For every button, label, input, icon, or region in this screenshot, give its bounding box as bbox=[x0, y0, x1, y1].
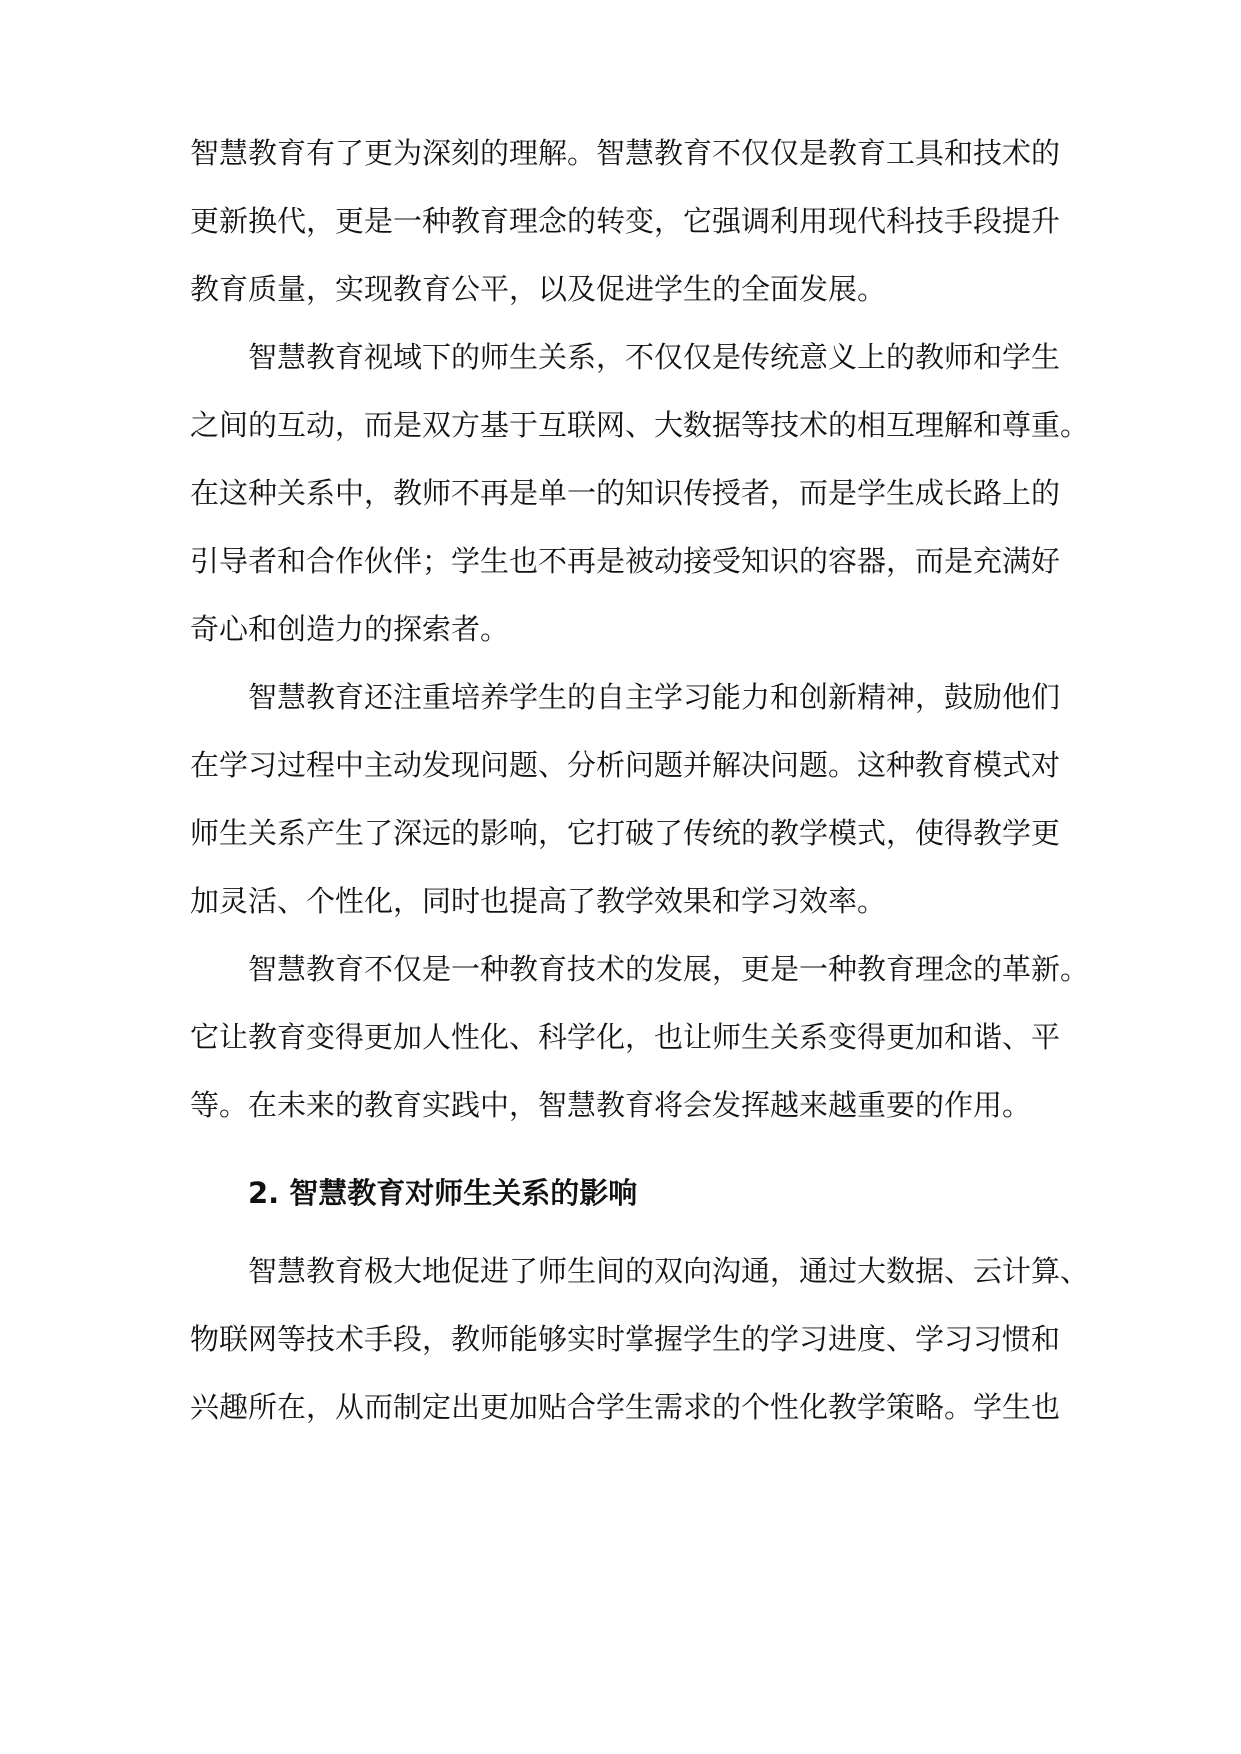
text-line: 更新换代，更是一种教育理念的转变，它强调利用现代科技手段提升 bbox=[190, 204, 1061, 238]
text-line: 之间的互动，而是双方基于互联网、大数据等技术的相互理解和尊重。 bbox=[190, 408, 1090, 442]
text-line: 智慧教育视域下的师生关系，不仅仅是传统意义上的教师和学生 bbox=[248, 340, 1061, 374]
text-line: 师生关系产生了深远的影响，它打破了传统的教学模式，使得教学更 bbox=[190, 816, 1061, 850]
text-line: 兴趣所在，从而制定出更加贴合学生需求的个性化教学策略。学生也 bbox=[190, 1390, 1061, 1424]
text-line: 物联网等技术手段，教师能够实时掌握学生的学习进度、学习习惯和 bbox=[190, 1322, 1061, 1356]
text-line: 智慧教育有了更为深刻的理解。智慧教育不仅仅是教育工具和技术的 bbox=[190, 136, 1061, 170]
text-line: 在这种关系中，教师不再是单一的知识传授者，而是学生成长路上的 bbox=[190, 476, 1061, 510]
text-line: 在学习过程中主动发现问题、分析问题并解决问题。这种教育模式对 bbox=[190, 748, 1061, 782]
text-line: 智慧教育还注重培养学生的自主学习能力和创新精神，鼓励他们 bbox=[248, 680, 1061, 714]
text-line: 等。在未来的教育实践中，智慧教育将会发挥越来越重要的作用。 bbox=[190, 1088, 1032, 1122]
text-line: 教育质量，实现教育公平，以及促进学生的全面发展。 bbox=[190, 272, 887, 306]
text-line: 奇心和创造力的探索者。 bbox=[190, 612, 510, 646]
text-line: 智慧教育极大地促进了师生间的双向沟通，通过大数据、云计算、 bbox=[248, 1254, 1090, 1288]
section-heading: 2. 智慧教育对师生关系的影响 bbox=[248, 1176, 638, 1210]
text-line: 加灵活、个性化，同时也提高了教学效果和学习效率。 bbox=[190, 884, 887, 918]
text-line: 智慧教育不仅是一种教育技术的发展，更是一种教育理念的革新。 bbox=[248, 952, 1090, 986]
text-line: 它让教育变得更加人性化、科学化，也让师生关系变得更加和谐、平 bbox=[190, 1020, 1061, 1054]
text-line: 引导者和合作伙伴；学生也不再是被动接受知识的容器，而是充满好 bbox=[190, 544, 1061, 578]
